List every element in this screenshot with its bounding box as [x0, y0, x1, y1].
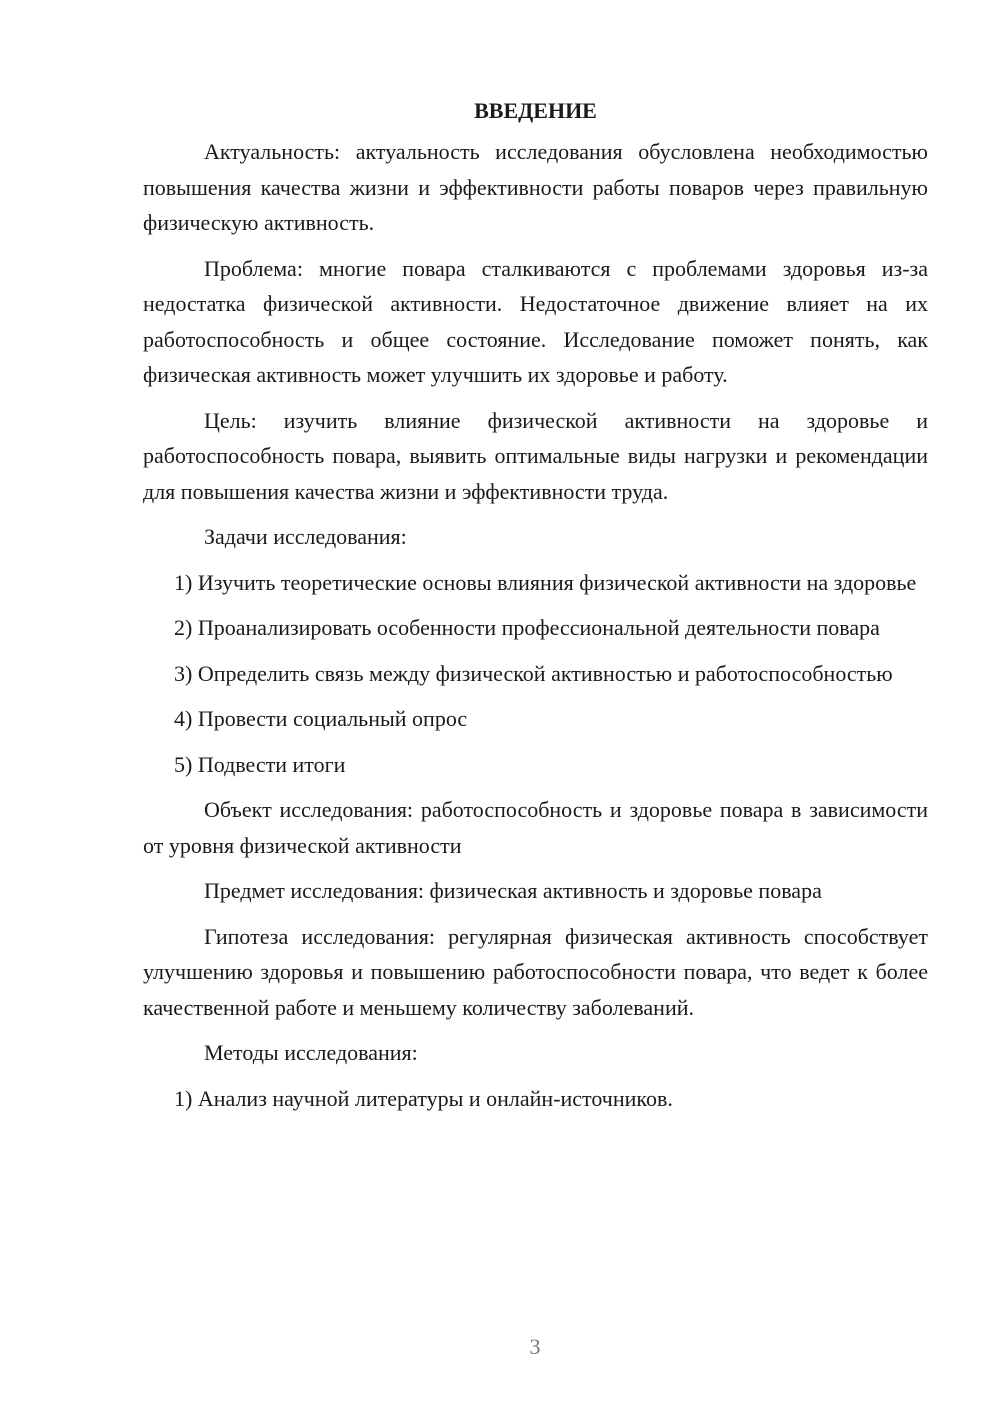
methods-heading: Методы исследования:: [204, 1040, 418, 1065]
task-item-5: 5) Подвести итоги: [174, 751, 346, 777]
task-item-2: 2) Проанализировать особенности профессиональной деятельности повара: [174, 615, 880, 640]
page-content: [143, 95, 928, 1126]
problem-paragraph: Проблема: многие повара сталкиваются с проблемами здоровья из-за недостатка физической активности. Недостаточное движение влияет на их работоспособность и общее состояние. Исследование поможет понять, как физическая активность может улучшить их здоровье и работу.: [143, 255, 928, 387]
tasks-heading: Задачи исследования:: [204, 524, 407, 549]
relevance-paragraph: Актуальность: актуальность исследования обусловлена необходимостью повышения качества жизни и эффективности работы поваров через правильную физическую активность.: [143, 139, 928, 235]
method-item-1: 1) Анализ научной литературы и онлайн-источников.: [174, 1085, 673, 1111]
object-paragraph: Объект исследования: работоспособность и здоровье повара в зависимости от уровня физической активности: [143, 797, 928, 858]
hypothesis-paragraph: Гипотеза исследования: регулярная физическая активность способствует улучшению здоровья и повышению работоспособности повара, что ведет к более качественной работе и меньшему количеству заболеваний.: [143, 923, 928, 1020]
task-item-3: 3) Определить связь между физической активностью и работоспособностью: [174, 660, 893, 686]
section-title: ВВЕДЕНИЕ: [474, 98, 597, 123]
subject-paragraph: Предмет исследования: физическая активность и здоровье повара: [204, 878, 822, 903]
goal-paragraph: Цель: изучить влияние физической активности на здоровье и работоспособность повара, выявить оптимальные виды нагрузки и рекомендации для повышения качества жизни и эффективности труда.: [143, 407, 928, 504]
page-number: 3: [529, 1334, 541, 1359]
task-item-4: 4) Провести социальный опрос: [174, 706, 468, 731]
task-item-1: 1) Изучить теоретические основы влияния физической активности на здоровье: [174, 569, 917, 595]
